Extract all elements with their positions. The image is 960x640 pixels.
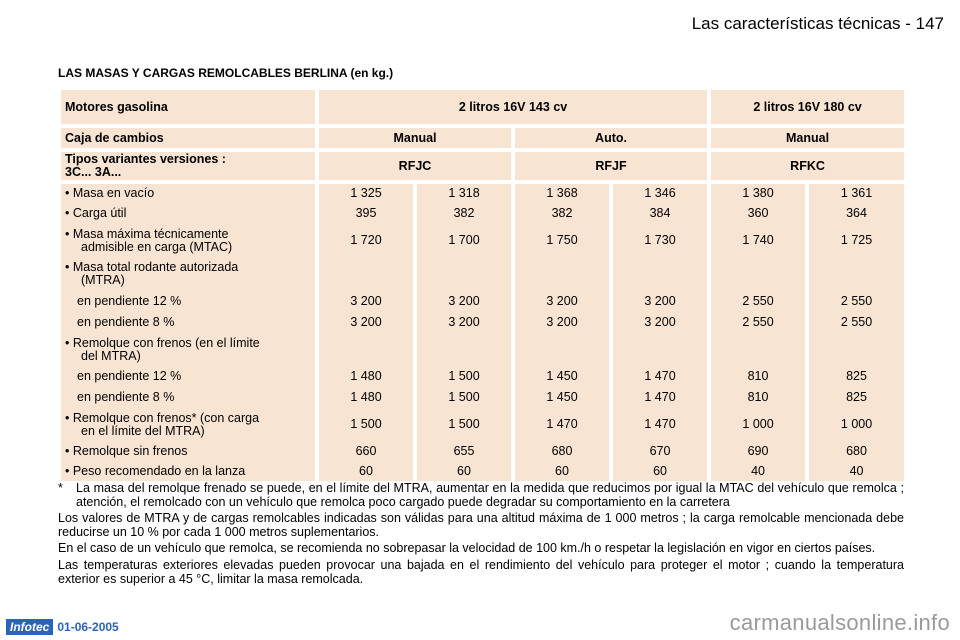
row-value bbox=[415, 333, 513, 366]
row-value: 1 700 bbox=[415, 224, 513, 257]
row-value bbox=[317, 257, 415, 291]
footnote bbox=[58, 482, 904, 509]
row-value: 1 480 bbox=[317, 366, 415, 387]
variant-1: RFJC bbox=[317, 150, 513, 182]
table-row bbox=[59, 408, 906, 441]
row-label: en pendiente 12 % bbox=[59, 366, 317, 387]
engine-1: 2 litros 16V 143 cv bbox=[317, 88, 709, 126]
brand-date: 01-06-2005 bbox=[57, 620, 119, 634]
footnote-star: * bbox=[58, 481, 63, 495]
row-label: • Masa máxima técnicamente admisible en carga (MTAC) bbox=[59, 224, 317, 257]
row-value: 1 480 bbox=[317, 387, 415, 408]
row-value: 3 200 bbox=[317, 291, 415, 312]
table-row bbox=[59, 366, 906, 387]
watermark: carmanualsonline.info bbox=[729, 610, 950, 635]
row-value: 1 450 bbox=[513, 366, 611, 387]
table-row bbox=[59, 203, 906, 224]
variants-row bbox=[59, 150, 906, 182]
row-value: 2 550 bbox=[709, 291, 807, 312]
row-value: 2 550 bbox=[807, 291, 906, 312]
row-value: 60 bbox=[317, 462, 415, 483]
row-value: 825 bbox=[807, 387, 906, 408]
row-value: 1 470 bbox=[513, 408, 611, 441]
row-value: 810 bbox=[709, 366, 807, 387]
variant-2: RFJF bbox=[513, 150, 709, 182]
row-value: 1 325 bbox=[317, 182, 415, 203]
row-value: 1 368 bbox=[513, 182, 611, 203]
row-value bbox=[807, 257, 906, 291]
row-value: 2 550 bbox=[709, 312, 807, 333]
row-label: en pendiente 8 % bbox=[59, 312, 317, 333]
row-value: 1 500 bbox=[317, 408, 415, 441]
row-value: 3 200 bbox=[611, 312, 709, 333]
row-value: 1 361 bbox=[807, 182, 906, 203]
notes bbox=[58, 482, 904, 589]
row-value: 382 bbox=[415, 203, 513, 224]
row-value: 1 470 bbox=[611, 366, 709, 387]
row-value: 1 380 bbox=[709, 182, 807, 203]
row-value bbox=[513, 333, 611, 366]
row-value: 60 bbox=[611, 462, 709, 483]
row-value: 3 200 bbox=[415, 291, 513, 312]
row-value: 660 bbox=[317, 441, 415, 462]
row-label: en pendiente 12 % bbox=[59, 291, 317, 312]
row-value: 40 bbox=[709, 462, 807, 483]
row-value: 1 500 bbox=[415, 408, 513, 441]
row-value: 364 bbox=[807, 203, 906, 224]
row-value: 3 200 bbox=[415, 312, 513, 333]
row-label: • Peso recomendado en la lanza bbox=[59, 462, 317, 483]
gearbox-2: Auto. bbox=[513, 126, 709, 150]
row-label: en pendiente 8 % bbox=[59, 387, 317, 408]
engine-2: 2 litros 16V 180 cv bbox=[709, 88, 906, 126]
row-value: 60 bbox=[513, 462, 611, 483]
row-value bbox=[415, 257, 513, 291]
row-value: 2 550 bbox=[807, 312, 906, 333]
paragraph-temperature: Las temperaturas exteriores elevadas pueden provocar una bajada en el rendimiento del vehículo para proteger el motor ; cuando la temperatura exterior es superior a 45 °C, limitar la masa remolcada. bbox=[58, 557, 904, 586]
row-value: 690 bbox=[709, 441, 807, 462]
row-value: 680 bbox=[513, 441, 611, 462]
variants-label: Tipos variantes versiones : 3C... 3A... bbox=[59, 150, 317, 182]
row-label: • Masa en vacío bbox=[59, 182, 317, 203]
row-value: 60 bbox=[415, 462, 513, 483]
table-row bbox=[59, 182, 906, 203]
row-value bbox=[709, 333, 807, 366]
row-value: 1 720 bbox=[317, 224, 415, 257]
spec-table bbox=[57, 86, 908, 485]
row-value: 1 346 bbox=[611, 182, 709, 203]
row-value: 1 470 bbox=[611, 387, 709, 408]
row-value: 680 bbox=[807, 441, 906, 462]
row-value bbox=[611, 333, 709, 366]
row-value bbox=[317, 333, 415, 366]
spec-body bbox=[59, 182, 906, 483]
row-value: 1 450 bbox=[513, 387, 611, 408]
row-value: 395 bbox=[317, 203, 415, 224]
row-value: 1 470 bbox=[611, 408, 709, 441]
gearbox-3: Manual bbox=[709, 126, 906, 150]
table-row bbox=[59, 333, 906, 366]
row-value: 3 200 bbox=[611, 291, 709, 312]
row-value: 670 bbox=[611, 441, 709, 462]
row-value: 1 318 bbox=[415, 182, 513, 203]
paragraph-speed: En el caso de un vehículo que remolca, se recomienda no sobrepasar la velocidad de 100 km./h o respetar la legislación en vigor en ciertos países. bbox=[58, 541, 876, 556]
row-value: 1 725 bbox=[807, 224, 906, 257]
table-row bbox=[59, 291, 906, 312]
brand bbox=[6, 619, 119, 635]
row-value: 1 000 bbox=[709, 408, 807, 441]
row-value: 825 bbox=[807, 366, 906, 387]
row-value: 810 bbox=[709, 387, 807, 408]
page-header: Las características técnicas - 147 bbox=[691, 14, 944, 33]
table-row bbox=[59, 441, 906, 462]
row-value: 40 bbox=[807, 462, 906, 483]
row-label: • Carga útil bbox=[59, 203, 317, 224]
row-value: 1 730 bbox=[611, 224, 709, 257]
row-value bbox=[709, 257, 807, 291]
engine-row bbox=[59, 88, 906, 126]
row-value: 655 bbox=[415, 441, 513, 462]
row-value: 360 bbox=[709, 203, 807, 224]
gearbox-row bbox=[59, 126, 906, 150]
gearbox-1: Manual bbox=[317, 126, 513, 150]
row-value: 1 740 bbox=[709, 224, 807, 257]
row-value: 382 bbox=[513, 203, 611, 224]
row-value: 3 200 bbox=[317, 312, 415, 333]
row-label: • Masa total rodante autorizada (MTRA) bbox=[59, 257, 317, 291]
row-value: 384 bbox=[611, 203, 709, 224]
table-row bbox=[59, 387, 906, 408]
row-value bbox=[807, 333, 906, 366]
row-value: 1 750 bbox=[513, 224, 611, 257]
gearbox-label: Caja de cambios bbox=[59, 126, 317, 150]
row-value bbox=[513, 257, 611, 291]
table-row bbox=[59, 257, 906, 291]
row-value: 3 200 bbox=[513, 312, 611, 333]
row-label: • Remolque con frenos* (con carga en el límite del MTRA) bbox=[59, 408, 317, 441]
brand-logo: Infotec bbox=[6, 619, 53, 635]
table-row bbox=[59, 312, 906, 333]
section-title: LAS MASAS Y CARGAS REMOLCABLES BERLINA (en kg.) bbox=[58, 66, 394, 80]
table-row bbox=[59, 462, 906, 483]
row-value: 1 000 bbox=[807, 408, 906, 441]
variant-3: RFKC bbox=[709, 150, 906, 182]
paragraph-altitude: Los valores de MTRA y de cargas remolcables indicadas son válidas para una altitud máxima de 1 000 metros ; la carga remolcable mencionada debe reducirse un 10 % por cada 1 000 metros suplementarios. bbox=[58, 511, 904, 539]
footnote-text: La masa del remolque frenado se puede, en el límite del MTRA, aumentar en la medida que reducimos por igual la MTAC del vehículo que remolca ; atención, el remolcado con un vehículo que remolca poco cargado puede degradar su comportamiento en la carretera bbox=[76, 481, 904, 509]
row-label: • Remolque sin frenos bbox=[59, 441, 317, 462]
row-value bbox=[611, 257, 709, 291]
row-value: 1 500 bbox=[415, 366, 513, 387]
row-label: • Remolque con frenos (en el límite del MTRA) bbox=[59, 333, 317, 366]
engine-label: Motores gasolina bbox=[59, 88, 317, 126]
row-value: 1 500 bbox=[415, 387, 513, 408]
table-row bbox=[59, 224, 906, 257]
row-value: 3 200 bbox=[513, 291, 611, 312]
